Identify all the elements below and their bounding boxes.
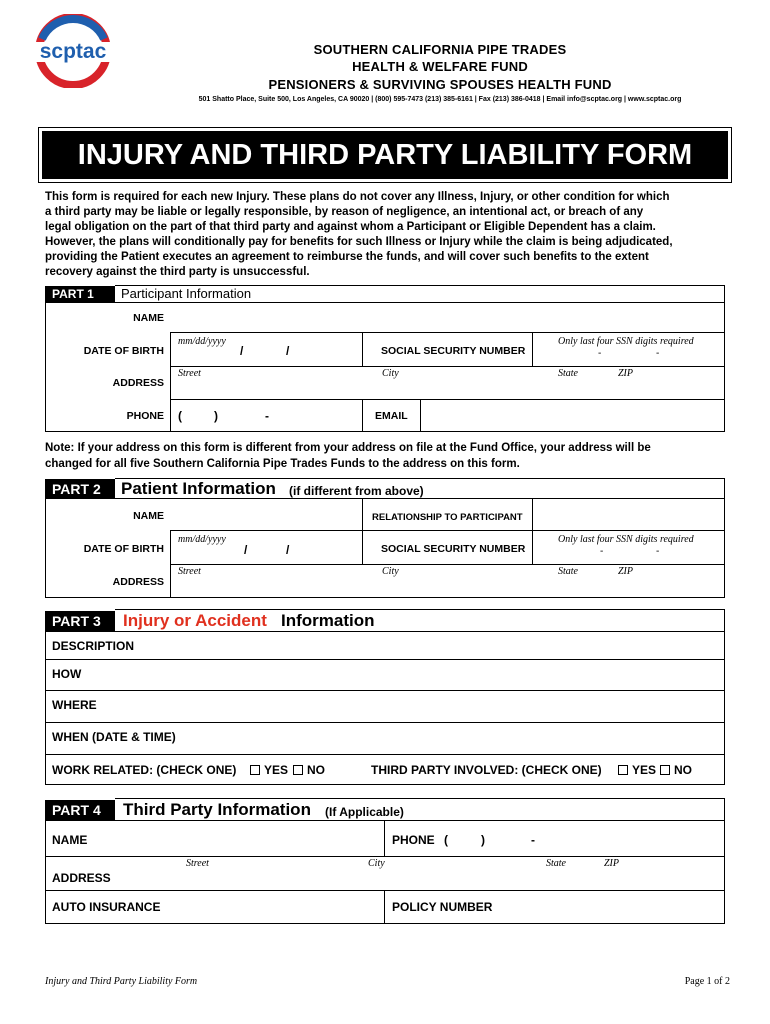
intro-line-1: This form is required for each new Injury. These plans do not cover any Illness, Injury, or other condition for which (45, 191, 670, 203)
org-name-line1: SOUTHERN CALIFORNIA PIPE TRADES (313, 42, 567, 57)
policy-number-label: POLICY NUMBER (392, 900, 493, 914)
part3-how-label: HOW (52, 667, 82, 681)
part2-name-label: NAME (133, 510, 164, 522)
intro-line-5: providing the Patient executes an agreement to reimburse the funds, and will cover such benefits to the extent (45, 251, 649, 263)
note-line-1: Note: If your address on this form is different from your address on file at the Fund Office, your address will be (45, 442, 651, 454)
part4-tab: PART 4 (45, 800, 115, 820)
scptac-logo (28, 14, 118, 88)
part1-title: Participant Information (121, 286, 252, 301)
part2-subtitle: (if different from above) (289, 484, 424, 498)
part4-subtitle: (If Applicable) (325, 805, 404, 819)
part2-ssn-hint: Only last four SSN digits required (558, 534, 694, 545)
part1-dob-label: DATE OF BIRTH (83, 345, 164, 357)
part4-address-label: ADDRESS (52, 871, 111, 885)
intro-line-4: However, the plans will conditionally pay for benefits for such Illness or Injury while the claim is being adjudicated, (45, 236, 673, 248)
part2-dob-hint: mm/dd/yyyy (178, 534, 226, 545)
part1-ssn-hint: Only last four SSN digits required (558, 336, 694, 347)
form-title: INJURY AND THIRD PARTY LIABILITY FORM (42, 131, 728, 179)
work-related-yes-checkbox[interactable] (250, 765, 260, 775)
part2-dob-label: DATE OF BIRTH (83, 543, 164, 555)
third-party-involved-label: THIRD PARTY INVOLVED: (CHECK ONE) (371, 763, 602, 777)
part2-tab: PART 2 (45, 479, 115, 499)
part4-title: Third Party Information (123, 800, 311, 819)
work-related-label: WORK RELATED: (CHECK ONE) (52, 763, 237, 777)
footer-page-number: Page 1 of 2 (684, 976, 730, 987)
part3-title-black: Information (281, 611, 375, 630)
part1-email-label: EMAIL (375, 410, 408, 422)
part1-phone-label: PHONE (126, 410, 164, 422)
org-name-line2: HEALTH & WELFARE FUND (352, 59, 528, 74)
part3-description-label: DESCRIPTION (52, 639, 135, 653)
part2-title: Patient Information (121, 479, 276, 498)
part1-ssn-label: SOCIAL SECURITY NUMBER (381, 345, 526, 357)
intro-line-6: recovery against the third party is unsuccessful. (45, 266, 310, 278)
part3-tab: PART 3 (45, 611, 115, 631)
third-party-no-checkbox[interactable] (660, 765, 670, 775)
footer-form-name: Injury and Third Party Liability Form (45, 976, 198, 987)
org-contact-line: 501 Shatto Place, Suite 500, Los Angeles, CA 90020 | (800) 595-7473 (213) 385-6161 | Fax (213) 386-0418 | Email info@scptac.org | www.scptac.org (198, 96, 682, 103)
part2-address-label: ADDRESS (112, 576, 164, 588)
third-party-yes-checkbox[interactable] (618, 765, 628, 775)
part3-where-label: WHERE (52, 698, 97, 712)
auto-insurance-label: AUTO INSURANCE (52, 900, 161, 914)
part3-title-red: Injury or Accident (123, 611, 267, 630)
org-name-line3: PENSIONERS & SURVIVING SPOUSES HEALTH FUND (268, 77, 612, 92)
part4-phone-label: PHONE (392, 833, 435, 847)
part1-dob-hint: mm/dd/yyyy (178, 336, 226, 347)
part1-address-label: ADDRESS (112, 377, 164, 389)
part1-tab: PART 1 (45, 286, 115, 303)
part2-ssn-label: SOCIAL SECURITY NUMBER (381, 543, 526, 555)
note-line-2: changed for all five Southern California Pipe Trades Funds to the address on this form. (45, 458, 520, 470)
part3-when-label: WHEN (DATE & TIME) (52, 730, 176, 744)
part2-relationship-label: RELATIONSHIP TO PARTICIPANT (372, 512, 523, 523)
logo-text: scptac (39, 40, 107, 63)
work-related-no-checkbox[interactable] (293, 765, 303, 775)
part4-name-label: NAME (52, 833, 88, 847)
intro-line-2: a third party may be liable or legally responsible, by reason of negligence, an intentional act, or breach of any (45, 206, 644, 218)
form-title-frame (38, 127, 732, 183)
part1-name-label: NAME (133, 312, 164, 324)
intro-line-3: legal obligation on the part of that third party and against whom a Participant or Eligible Dependent has a claim. (45, 221, 656, 233)
